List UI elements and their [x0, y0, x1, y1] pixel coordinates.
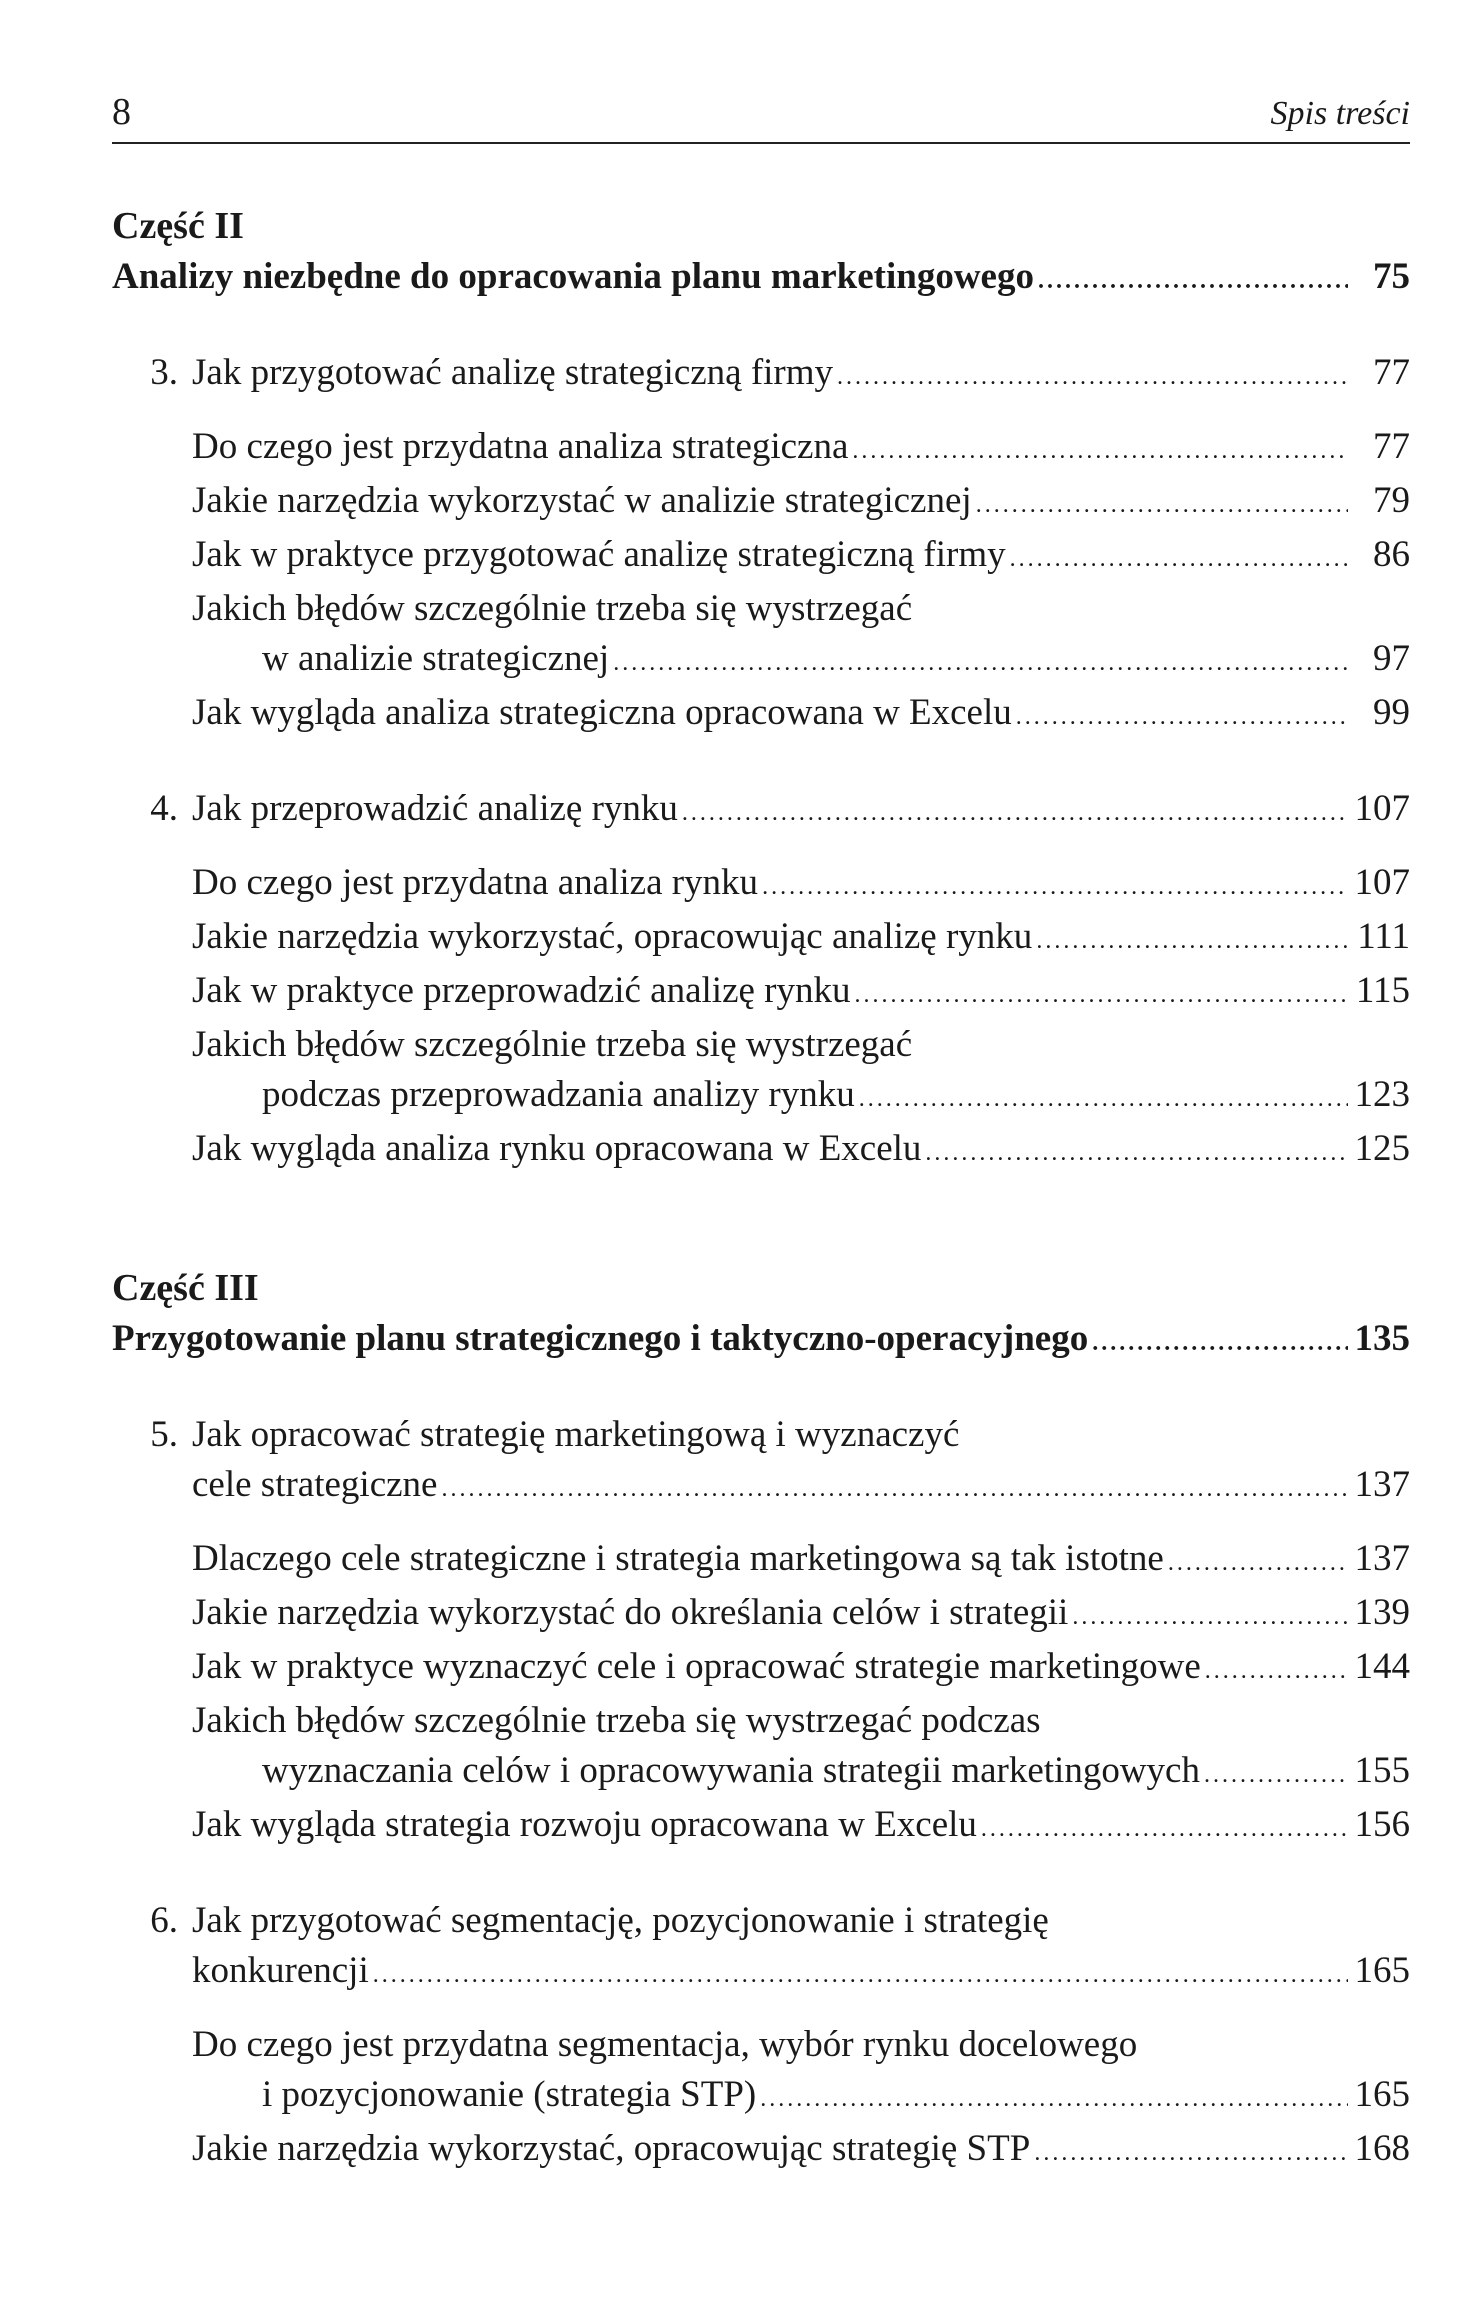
chapter-title: cele strategiczne	[192, 1464, 438, 1505]
entry-title: Jakie narzędzia wykorzystać do określania celów i strategii	[192, 1592, 1069, 1633]
part-label: Część II	[112, 205, 244, 247]
entry-title: Jak w praktyce przeprowadzić analizę rynku	[192, 970, 851, 1011]
chapter-page: 107	[1354, 788, 1410, 829]
leader-dots	[852, 426, 1348, 476]
leader-dots	[1034, 2128, 1348, 2178]
entry-title: Jak w praktyce przygotować analizę strategiczną firmy	[192, 534, 1006, 575]
chapter-number: 4.	[150, 788, 178, 829]
leader-dots	[1205, 1646, 1348, 1696]
chapter-entries	[112, 422, 1410, 742]
entry-title: Jak wygląda strategia rozwoju opracowana w Excelu	[192, 1804, 977, 1845]
entry-title: Jak wygląda analiza strategiczna opracowana w Excelu	[192, 692, 1012, 733]
entry-page: 137	[1354, 1538, 1410, 1579]
part-title: Analizy niezbędne do opracowania planu marketingowego	[112, 256, 1034, 297]
entry-title: Jakie narzędzia wykorzystać, opracowując analizę rynku	[192, 916, 1033, 957]
entry-page: 97	[1373, 638, 1410, 679]
entry-page: 115	[1355, 970, 1410, 1011]
entry-page: 155	[1354, 1750, 1410, 1791]
part-title-row[interactable]	[112, 252, 1410, 306]
entry-title: Do czego jest przydatna analiza rynku	[192, 862, 759, 903]
entry-page: 125	[1354, 1128, 1410, 1169]
leader-dots	[1204, 1750, 1348, 1800]
leader-dots	[1072, 1592, 1348, 1642]
chapter-title: konkurencji	[192, 1950, 369, 1991]
toc-entry[interactable]	[192, 1070, 1410, 1124]
leader-dots	[762, 862, 1348, 912]
toc-entry[interactable]	[192, 1588, 1410, 1642]
entry-page: 111	[1357, 916, 1410, 957]
chapter-title-row[interactable]	[112, 1460, 1410, 1514]
running-head	[112, 90, 1410, 144]
chapter-title-part1: Jak przygotować segmentację, pozycjonowanie i strategię	[192, 1900, 1049, 1941]
entry-title: Jak w praktyce wyznaczyć cele i opracować strategie marketingowe	[192, 1646, 1201, 1687]
entry-title: Do czego jest przydatna analiza strategiczna	[192, 426, 849, 467]
leader-dots	[1016, 692, 1348, 742]
toc-entry[interactable]	[192, 530, 1410, 584]
page-number: 8	[112, 91, 131, 133]
toc-entry[interactable]	[192, 2070, 1410, 2124]
entry-title: wyznaczania celów i opracowywania strategii marketingowych	[262, 1750, 1200, 1791]
chapter-title-line1	[112, 1410, 1410, 1460]
chapter-number: 6.	[150, 1900, 178, 1941]
entry-title-line1: Do czego jest przydatna segmentacja, wybór rynku docelowego	[192, 2024, 1138, 2065]
chapter-5	[112, 1410, 1410, 1854]
leader-dots	[1038, 256, 1348, 306]
part-page: 75	[1373, 256, 1410, 297]
entry-title: podczas przeprowadzania analizy rynku	[262, 1074, 855, 1115]
leader-dots	[854, 970, 1348, 1020]
entry-title: Jakie narzędzia wykorzystać w analizie strategicznej	[192, 480, 972, 521]
entry-page: 165	[1354, 2074, 1410, 2115]
chapter-title: Jak przygotować analizę strategiczną firmy	[192, 352, 834, 393]
part-page: 135	[1354, 1318, 1410, 1359]
toc-entry[interactable]	[192, 858, 1410, 912]
chapter-title-line1	[112, 1896, 1410, 1946]
leader-dots	[976, 480, 1348, 530]
toc-entry[interactable]	[192, 1800, 1410, 1854]
entry-page: 99	[1373, 692, 1410, 733]
entry-title: Dlaczego cele strategiczne i strategia marketingowa są tak istotne	[192, 1538, 1164, 1579]
part-label: Część III	[112, 1267, 259, 1309]
entry-title-line1: Jakich błędów szczególnie trzeba się wystrzegać podczas	[192, 1700, 1041, 1741]
entry-title-line1: Jakich błędów szczególnie trzeba się wystrzegać	[192, 1024, 913, 1065]
toc-entry[interactable]	[192, 1124, 1410, 1178]
chapter-number: 3.	[150, 352, 178, 393]
chapter-page: 137	[1354, 1464, 1410, 1505]
chapter-entries	[112, 2020, 1410, 2178]
leader-dots	[1168, 1538, 1348, 1588]
chapter-4	[112, 784, 1410, 1178]
leader-dots	[859, 1074, 1348, 1124]
part-3	[112, 1262, 1410, 2178]
chapter-number: 5.	[150, 1414, 178, 1455]
toc-entry[interactable]	[192, 1746, 1410, 1800]
chapter-entries	[112, 1534, 1410, 1854]
toc-entry[interactable]	[192, 912, 1410, 966]
entry-page: 139	[1354, 1592, 1410, 1633]
entry-title: i pozycjonowanie (strategia STP)	[262, 2074, 757, 2115]
entry-page: 156	[1354, 1804, 1410, 1845]
chapter-title: Jak przeprowadzić analizę rynku	[192, 788, 678, 829]
leader-dots	[925, 1128, 1348, 1178]
toc-entry[interactable]	[192, 688, 1410, 742]
toc-entry[interactable]	[192, 422, 1410, 476]
chapter-page: 165	[1354, 1950, 1410, 1991]
leader-dots	[1036, 916, 1348, 966]
chapter-page: 77	[1373, 352, 1410, 393]
leader-dots	[373, 1950, 1348, 2000]
part-title-row[interactable]	[112, 1314, 1410, 1368]
entry-title: Jakie narzędzia wykorzystać, opracowując strategię STP	[192, 2128, 1031, 2169]
chapter-3	[112, 348, 1410, 742]
toc-entry[interactable]	[192, 966, 1410, 1020]
leader-dots	[981, 1804, 1348, 1854]
leader-dots	[613, 638, 1348, 688]
toc-entry[interactable]	[192, 1642, 1410, 1696]
leader-dots	[1010, 534, 1348, 584]
entry-page: 86	[1373, 534, 1410, 575]
section-title: Spis treści	[1270, 95, 1410, 132]
chapter-title-row[interactable]	[112, 348, 1410, 402]
leader-dots	[682, 788, 1348, 838]
toc-entry[interactable]	[192, 476, 1410, 530]
leader-dots	[837, 352, 1348, 402]
toc-entry[interactable]	[192, 2124, 1410, 2178]
toc-page	[112, 90, 1410, 2178]
toc-entry[interactable]	[192, 634, 1410, 688]
entry-page: 79	[1373, 480, 1410, 521]
chapter-6	[112, 1896, 1410, 2178]
entry-title: w analizie strategicznej	[262, 638, 610, 679]
entry-page: 168	[1354, 2128, 1410, 2169]
chapter-title-part1: Jak opracować strategię marketingową i wyznaczyć	[192, 1414, 960, 1455]
chapter-title-row[interactable]	[112, 1946, 1410, 2000]
part-2	[112, 200, 1410, 1178]
entry-page: 77	[1373, 426, 1410, 467]
entry-title: Jak wygląda analiza rynku opracowana w Excelu	[192, 1128, 922, 1169]
entry-page: 107	[1354, 862, 1410, 903]
entry-page: 144	[1354, 1646, 1410, 1687]
entry-title-line1: Jakich błędów szczególnie trzeba się wystrzegać	[192, 588, 913, 629]
part-title: Przygotowanie planu strategicznego i taktyczno-operacyjnego	[112, 1318, 1089, 1359]
chapter-title-row[interactable]	[112, 784, 1410, 838]
leader-dots	[760, 2074, 1348, 2124]
leader-dots	[441, 1464, 1348, 1514]
leader-dots	[1092, 1318, 1348, 1368]
toc-entry[interactable]	[192, 1534, 1410, 1588]
entry-page: 123	[1354, 1074, 1410, 1115]
chapter-entries	[112, 858, 1410, 1178]
